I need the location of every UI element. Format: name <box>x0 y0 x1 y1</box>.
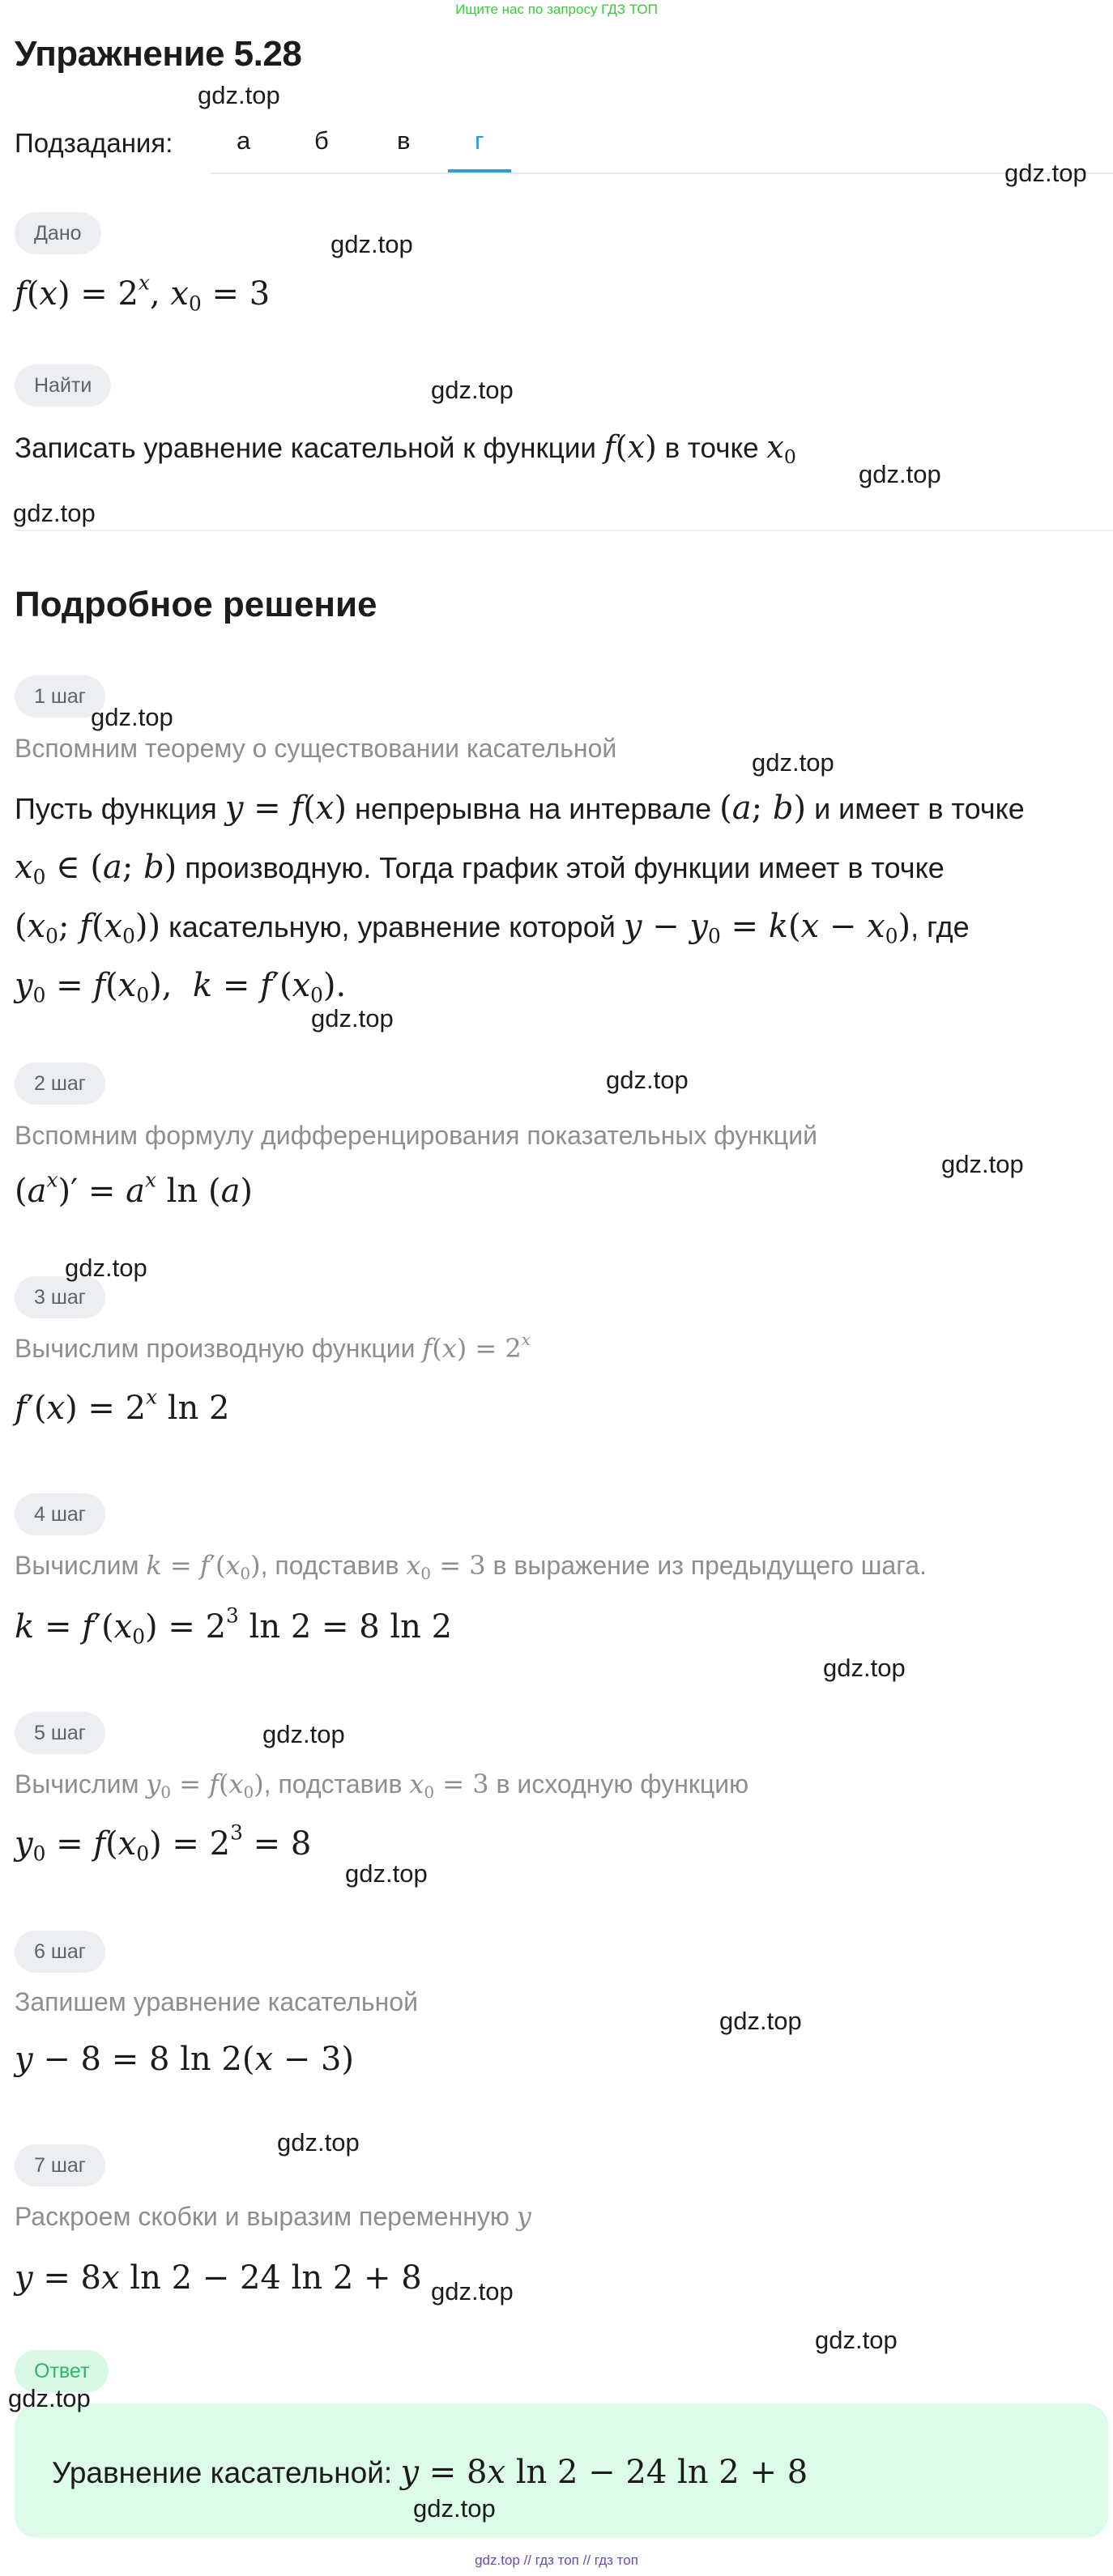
subtasks-label: Подзадания: <box>15 128 173 158</box>
formula: $k = f'(x_0) = 2^3$ ln 2 = 8 ln 2 <box>15 1603 453 1649</box>
watermark: gdz.top <box>752 748 834 777</box>
divider <box>15 530 1113 531</box>
watermark: gdz.top <box>262 1720 345 1748</box>
top-note: Ищите нас по запросу ГДЗ ТОП <box>455 2 658 17</box>
given-badge: Дано <box>15 212 101 254</box>
watermark: gdz.top <box>941 1150 1024 1178</box>
answer-text: Уравнение касательной: y = 8x ln 2 − 24 ln 2 + 8 <box>52 2454 808 2491</box>
step-caption: Вычислим производную функции $f(x) = 2^x$ <box>15 1331 531 1364</box>
step-caption: Вспомним теорему о существовании касательной <box>15 734 617 763</box>
watermark: gdz.top <box>823 1654 906 1682</box>
step-badge: 2 шаг <box>15 1062 105 1105</box>
step-badge: 1 шаг <box>15 675 105 717</box>
formula: $f'(x) = 2^x$ ln 2 <box>15 1385 230 1427</box>
watermark: gdz.top <box>91 703 173 731</box>
watermark: gdz.top <box>13 499 96 527</box>
watermark: gdz.top <box>431 376 514 404</box>
solution-title: Подробное решение <box>15 585 377 624</box>
step-badge: 5 шаг <box>15 1712 105 1754</box>
watermark: gdz.top <box>330 230 413 258</box>
watermark: gdz.top <box>8 2384 91 2412</box>
footer-links: gdz.top // гдз топ // гдз топ <box>475 2553 638 2568</box>
formula: $y_0 = f(x_0) = 2^3 = 8$ <box>15 1820 312 1866</box>
tab-v[interactable]: в <box>397 126 411 155</box>
watermark: gdz.top <box>431 2277 514 2306</box>
given-formula: $f(x) = 2^x$, $x_0 = 3$ <box>15 270 271 316</box>
step-badge: 4 шаг <box>15 1493 105 1535</box>
watermark: gdz.top <box>345 1859 428 1888</box>
watermark: gdz.top <box>719 2007 802 2035</box>
watermark: gdz.top <box>815 2326 898 2354</box>
step-caption: Запишем уравнение касательной <box>15 1987 418 2016</box>
step-badge: 6 шаг <box>15 1931 105 1973</box>
formula: $(a^x)' = a^x$ ln (a) <box>15 1168 254 1210</box>
formula: y = 8x ln 2 − 24 ln 2 + 8 <box>15 2259 422 2297</box>
tab-b[interactable]: б <box>314 126 329 155</box>
watermark: gdz.top <box>413 2494 496 2523</box>
step-badge: 3 шаг <box>15 1276 105 1318</box>
watermark: gdz.top <box>277 2128 360 2157</box>
step-badge: 7 шаг <box>15 2144 105 2186</box>
find-text: Записать уравнение касательной к функции f(x) в точке $x_0$ <box>15 429 796 469</box>
watermark: gdz.top <box>1004 159 1087 187</box>
formula: y − 8 = 8 ln 2(x − 3) <box>15 2041 354 2078</box>
watermark: gdz.top <box>198 81 280 109</box>
watermark: gdz.top <box>606 1066 689 1094</box>
step-caption: Вычислим $k = f'(x_0)$, подставив $x_0 = 3$ в выражение из предыдущего шага. <box>15 1550 927 1583</box>
theorem-text: Пусть функция y = f(x) непрерывна на интервале (a; b) и имеет в точке $x_0$ ∈ (a; b) производную. Тогда график этой функции имеет в точке ($x_0$; $f(x_0)$) касательную, уравнение которой $y - y_0 = k(x - x_0)$, где $y_0 = f(x_0)$, $k = f'(x_0)$. <box>15 790 1025 1007</box>
active-tab-indicator <box>448 169 511 172</box>
watermark: gdz.top <box>859 460 941 488</box>
watermark: gdz.top <box>65 1254 147 1282</box>
tab-bar-line <box>211 172 1113 174</box>
watermark: gdz.top <box>311 1004 394 1033</box>
answer-badge: Ответ <box>15 2350 109 2392</box>
page-title: Упражнение 5.28 <box>15 34 302 74</box>
tab-a[interactable]: а <box>237 126 251 155</box>
step-caption: Вычислим $y_0 = f(x_0)$, подставив $x_0 = 3$ в исходную функцию <box>15 1769 749 1802</box>
tab-g[interactable]: г <box>475 126 484 155</box>
step-caption: Раскроем скобки и выразим переменную y <box>15 2201 531 2232</box>
step-caption: Вспомним формулу дифференцирования показательных функций <box>15 1121 817 1150</box>
find-badge: Найти <box>15 364 111 407</box>
